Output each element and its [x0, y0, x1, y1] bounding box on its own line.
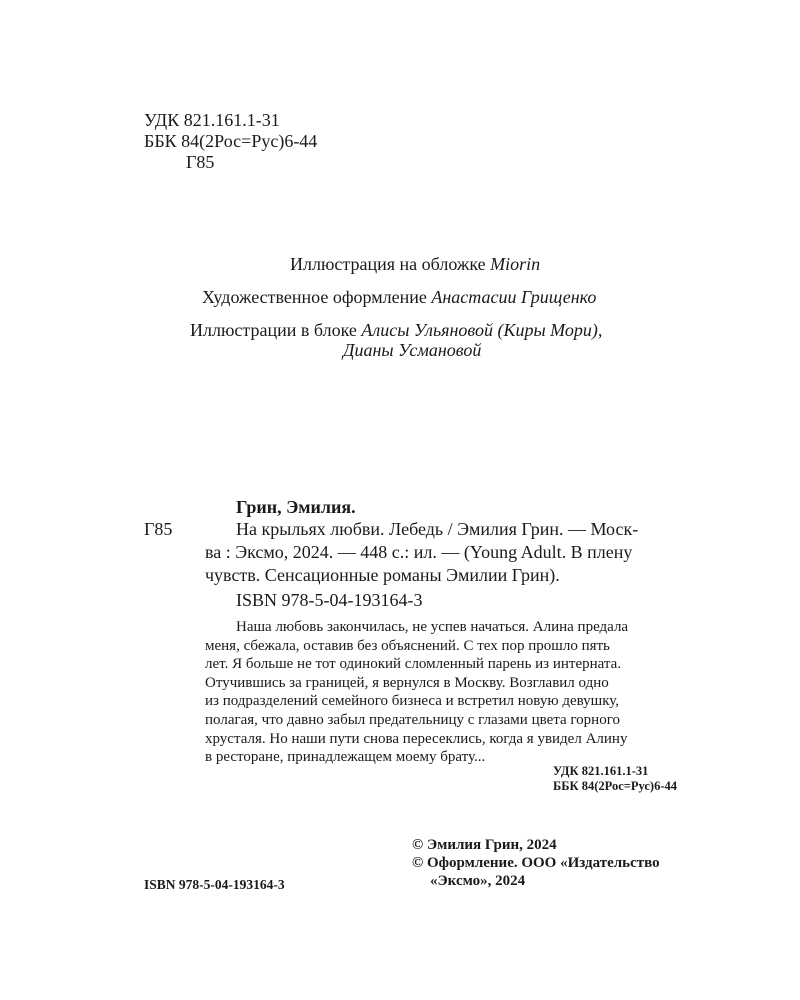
entry-author-mark: Г85 — [144, 519, 173, 539]
design-credit — [202, 287, 596, 308]
footer-isbn: ISBN 978-5-04-193164-3 — [144, 877, 285, 892]
copyright-author: © Эмилия Грин, 2024 — [412, 837, 557, 853]
copyright-design-line2: «Эксмо», 2024 — [430, 873, 526, 889]
block-illustrators-line2: Дианы Усмановой — [343, 340, 482, 360]
annotation-line: в ресторане, принадлежащем моему брату... — [205, 749, 486, 766]
entry-line: чувств. Сенсационные романы Эмилии Грин). — [205, 565, 560, 585]
bbk-code: ББК 84(2Рос=Рус)6-44 — [144, 131, 318, 151]
cover-illustrator-name: Miorin — [490, 254, 541, 274]
annotation-line: меня, сбежала, оставив без объяснений. С тех пор прошло пять — [205, 637, 610, 654]
entry-line: ва : Эксмо, 2024. — 448 с.: ил. — (Young Adult. В плену — [205, 542, 633, 562]
annotation-line: лет. Я больше не тот одинокий сломленный парень из интерната. — [205, 656, 622, 673]
block-illustrators-line1: Алисы Ульяновой (Киры Мори), — [361, 320, 603, 340]
block-illustration-credit — [190, 320, 602, 341]
entry-line: На крыльях любви. Лебедь / Эмилия Грин. — Моск- — [236, 519, 639, 539]
block-illustration-credit-cont — [343, 340, 481, 361]
annotation-line: хрусталя. Но наши пути снова пересеклись, когда я увидел Алину — [205, 730, 628, 747]
udk-code-small: УДК 821.161.1-31 — [553, 764, 649, 778]
designer-name: Анастасии Грищенко — [431, 287, 597, 307]
annotation-line: Наша любовь закончилась, не успев начаться. Алина предала — [236, 619, 629, 635]
entry-heading: Грин, Эмилия. — [236, 497, 356, 517]
cover-illustration-label: Иллюстрация на обложке — [290, 254, 486, 274]
annotation-line: из подразделений семейного бизнеса и встретил новую девушку, — [205, 693, 620, 710]
cover-illustration-credit — [290, 254, 540, 275]
udk-code: УДК 821.161.1-31 — [144, 110, 280, 130]
block-illustration-label: Иллюстрации в блоке — [190, 320, 357, 340]
annotation-line: Отучившись за границей, я вернулся в Москву. Возглавил одно — [205, 674, 609, 691]
entry-isbn: ISBN 978-5-04-193164-3 — [236, 590, 423, 610]
copyright-design-line1: © Оформление. ООО «Издательство — [412, 855, 660, 871]
annotation-line: полагая, что давно забыл предательницу с глазами цвета горного — [205, 712, 620, 728]
design-label: Художественное оформление — [202, 287, 427, 307]
bbk-code-small: ББК 84(2Рос=Рус)6-44 — [553, 779, 677, 793]
author-mark: Г85 — [186, 152, 215, 172]
